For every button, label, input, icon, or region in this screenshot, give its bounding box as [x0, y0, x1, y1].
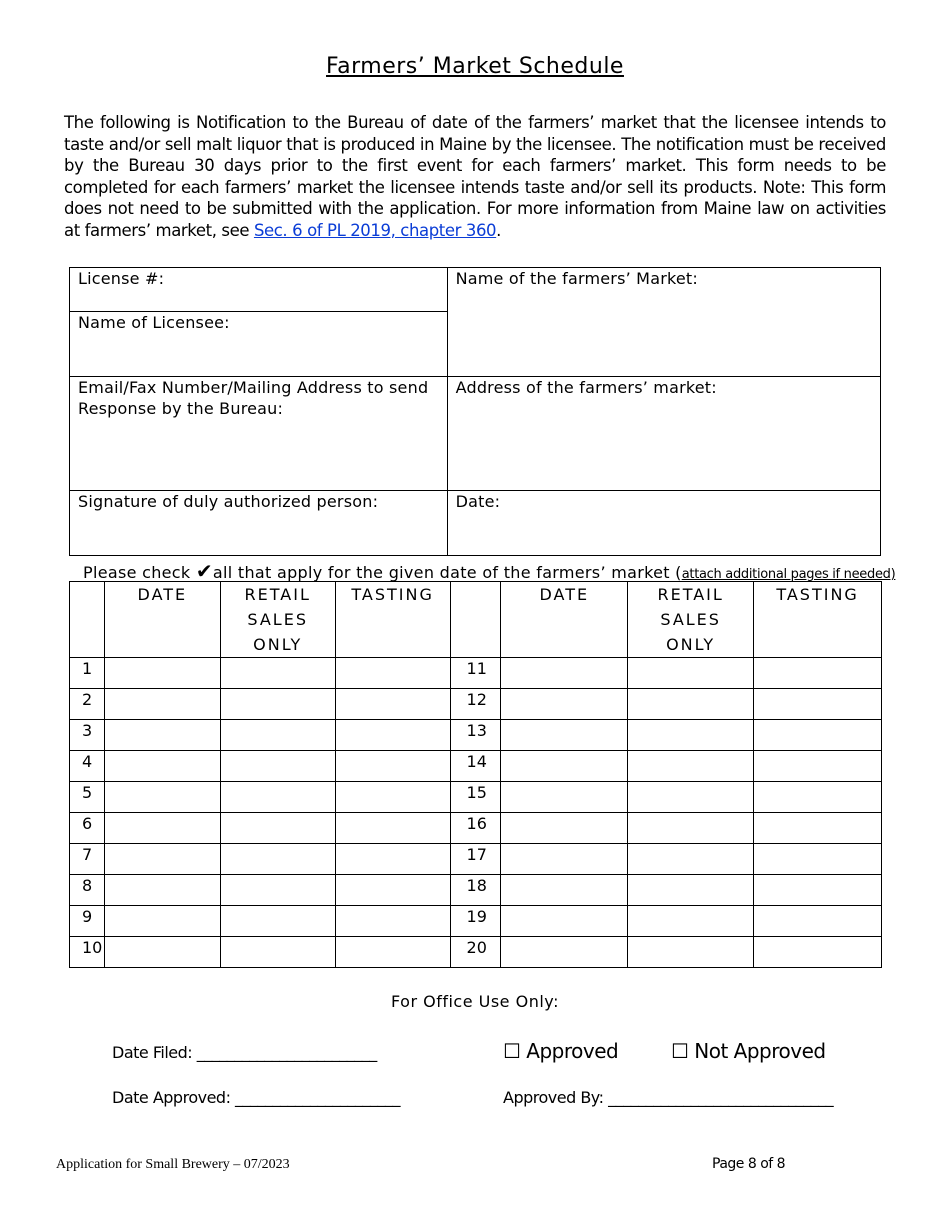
date-cell[interactable]	[501, 782, 628, 813]
tasting-header-left: TASTING	[335, 582, 450, 658]
row-number-right: 20	[450, 937, 501, 968]
check-middle: all that apply for the given date of the farmers’ market (	[212, 563, 682, 582]
intro-end: .	[496, 220, 502, 240]
date-cell[interactable]	[501, 813, 628, 844]
date-cell[interactable]	[501, 875, 628, 906]
row-number-left: 9	[70, 906, 105, 937]
date-cell[interactable]	[104, 720, 220, 751]
license-number-field[interactable]	[70, 268, 448, 312]
retail-cell[interactable]	[628, 906, 754, 937]
approved-checkbox[interactable]: ☐ Approved	[503, 1039, 619, 1063]
tasting-cell[interactable]	[754, 689, 882, 720]
date-cell[interactable]	[501, 751, 628, 782]
schedule-row	[70, 782, 882, 813]
tasting-header-right: TASTING	[754, 582, 882, 658]
approved-by-field[interactable]: Approved By: ______________________________	[503, 1088, 834, 1107]
retail-cell[interactable]	[628, 751, 754, 782]
row-number-left: 1	[70, 658, 105, 689]
retail-cell[interactable]	[628, 813, 754, 844]
row-number-right: 11	[450, 658, 501, 689]
tasting-cell[interactable]	[754, 875, 882, 906]
check-instructions	[83, 559, 895, 583]
tasting-cell[interactable]	[335, 937, 450, 968]
tasting-cell[interactable]	[335, 658, 450, 689]
retail-cell[interactable]	[628, 689, 754, 720]
page-title: Farmers’ Market Schedule	[326, 54, 624, 79]
retail-cell[interactable]	[220, 813, 335, 844]
signature-field[interactable]	[70, 491, 448, 556]
row-number-right: 18	[450, 875, 501, 906]
date-cell[interactable]	[104, 906, 220, 937]
licensee-name-label: Name of Licensee:	[78, 313, 230, 332]
row-number-left: 7	[70, 844, 105, 875]
date-cell[interactable]	[104, 844, 220, 875]
date-cell[interactable]	[501, 689, 628, 720]
retail-cell[interactable]	[628, 844, 754, 875]
response-address-label: Email/Fax Number/Mailing Address to send Response by the Bureau:	[78, 378, 429, 418]
response-address-field[interactable]	[70, 377, 448, 491]
tasting-cell[interactable]	[335, 813, 450, 844]
schedule-row	[70, 875, 882, 906]
date-cell[interactable]	[501, 720, 628, 751]
retail-cell[interactable]	[220, 906, 335, 937]
retail-cell[interactable]	[220, 782, 335, 813]
date-cell[interactable]	[104, 813, 220, 844]
checkmark-icon: ✔	[195, 559, 213, 583]
date-header-right: DATE	[501, 582, 628, 658]
schedule-row	[70, 689, 882, 720]
tasting-cell[interactable]	[754, 813, 882, 844]
row-number-right: 16	[450, 813, 501, 844]
check-small-note: attach additional pages if needed)	[681, 567, 896, 582]
tasting-cell[interactable]	[335, 844, 450, 875]
row-number-right: 14	[450, 751, 501, 782]
office-use-heading: For Office Use Only:	[391, 992, 559, 1011]
row-number-left: 10	[70, 937, 105, 968]
number-header-left	[70, 582, 105, 658]
row-number-left: 5	[70, 782, 105, 813]
schedule-row	[70, 906, 882, 937]
date-label: Date:	[455, 492, 501, 511]
date-approved-field[interactable]: Date Approved: ______________________	[112, 1088, 401, 1107]
row-number-right: 15	[450, 782, 501, 813]
check-prefix: Please check	[83, 563, 196, 582]
retail-cell[interactable]	[220, 751, 335, 782]
market-address-label: Address of the farmers’ market:	[455, 378, 717, 397]
row-number-right: 13	[450, 720, 501, 751]
row-number-left: 3	[70, 720, 105, 751]
row-number-right: 19	[450, 906, 501, 937]
tasting-cell[interactable]	[335, 751, 450, 782]
date-cell[interactable]	[501, 844, 628, 875]
retail-cell[interactable]	[628, 720, 754, 751]
tasting-cell[interactable]	[754, 844, 882, 875]
tasting-cell[interactable]	[335, 689, 450, 720]
tasting-cell[interactable]	[754, 906, 882, 937]
intro-text: The following is Notification to the Bureau of date of the farmers’ market that the licensee intends to taste and/or sell malt liquor that is produced in Maine by the licensee. The notification must be received by the Bureau 30 days prior to the first event for each farmers’ market. This form needs to be completed for each farmers’ market the licensee intends taste and/or sell its products. Note: This form does not need to be submitted with the application. For more information from Maine law on activities at farmers’ market, see	[64, 113, 886, 240]
tasting-cell[interactable]	[754, 751, 882, 782]
date-cell[interactable]	[104, 875, 220, 906]
market-name-field[interactable]	[447, 268, 880, 377]
date-cell[interactable]	[501, 658, 628, 689]
retail-cell[interactable]	[220, 689, 335, 720]
retail-cell[interactable]	[628, 875, 754, 906]
licensee-info-table	[69, 267, 881, 556]
schedule-row	[70, 844, 882, 875]
retail-cell[interactable]	[628, 937, 754, 968]
number-header-right	[450, 582, 501, 658]
row-number-right: 12	[450, 689, 501, 720]
footer-page-number: Page 8 of 8	[712, 1156, 786, 1172]
tasting-cell[interactable]	[335, 875, 450, 906]
row-number-right: 17	[450, 844, 501, 875]
retail-header-left: RETAIL SALES ONLY	[220, 582, 335, 658]
schedule-row	[70, 658, 882, 689]
tasting-cell[interactable]	[335, 782, 450, 813]
retail-cell[interactable]	[220, 720, 335, 751]
signature-label: Signature of duly authorized person:	[78, 492, 379, 511]
retail-cell[interactable]	[220, 844, 335, 875]
date-cell[interactable]	[501, 906, 628, 937]
retail-cell[interactable]	[220, 937, 335, 968]
tasting-cell[interactable]	[754, 720, 882, 751]
schedule-row	[70, 937, 882, 968]
tasting-cell[interactable]	[754, 782, 882, 813]
date-header-left: DATE	[104, 582, 220, 658]
date-cell[interactable]	[104, 658, 220, 689]
date-cell[interactable]	[104, 782, 220, 813]
date-cell[interactable]	[104, 751, 220, 782]
intro-paragraph	[64, 112, 886, 241]
date-cell[interactable]	[501, 937, 628, 968]
schedule-table	[69, 581, 882, 968]
tasting-cell[interactable]	[754, 937, 882, 968]
not-approved-checkbox[interactable]: ☐ Not Approved	[671, 1039, 826, 1063]
tasting-cell[interactable]	[754, 658, 882, 689]
row-number-left: 4	[70, 751, 105, 782]
date-cell[interactable]	[104, 937, 220, 968]
row-number-left: 2	[70, 689, 105, 720]
retail-cell[interactable]	[220, 875, 335, 906]
date-field[interactable]	[447, 491, 880, 556]
footer-form-name: Application for Small Brewery – 07/2023	[56, 1157, 290, 1172]
license-number-label: License #:	[78, 269, 165, 288]
schedule-row	[70, 751, 882, 782]
row-number-left: 8	[70, 875, 105, 906]
row-number-left: 6	[70, 813, 105, 844]
retail-cell[interactable]	[220, 658, 335, 689]
date-filed-field[interactable]: Date Filed: ________________________	[112, 1043, 377, 1062]
market-name-label: Name of the farmers’ Market:	[455, 269, 698, 288]
schedule-row	[70, 813, 882, 844]
licensee-name-field[interactable]	[70, 312, 448, 377]
retail-header-right: RETAIL SALES ONLY	[628, 582, 754, 658]
market-address-field[interactable]	[447, 377, 880, 491]
retail-cell[interactable]	[628, 658, 754, 689]
tasting-cell[interactable]	[335, 720, 450, 751]
retail-cell[interactable]	[628, 782, 754, 813]
schedule-row	[70, 720, 882, 751]
tasting-cell[interactable]	[335, 906, 450, 937]
date-cell[interactable]	[104, 689, 220, 720]
law-link[interactable]: Sec. 6 of PL 2019, chapter 360	[253, 220, 497, 240]
